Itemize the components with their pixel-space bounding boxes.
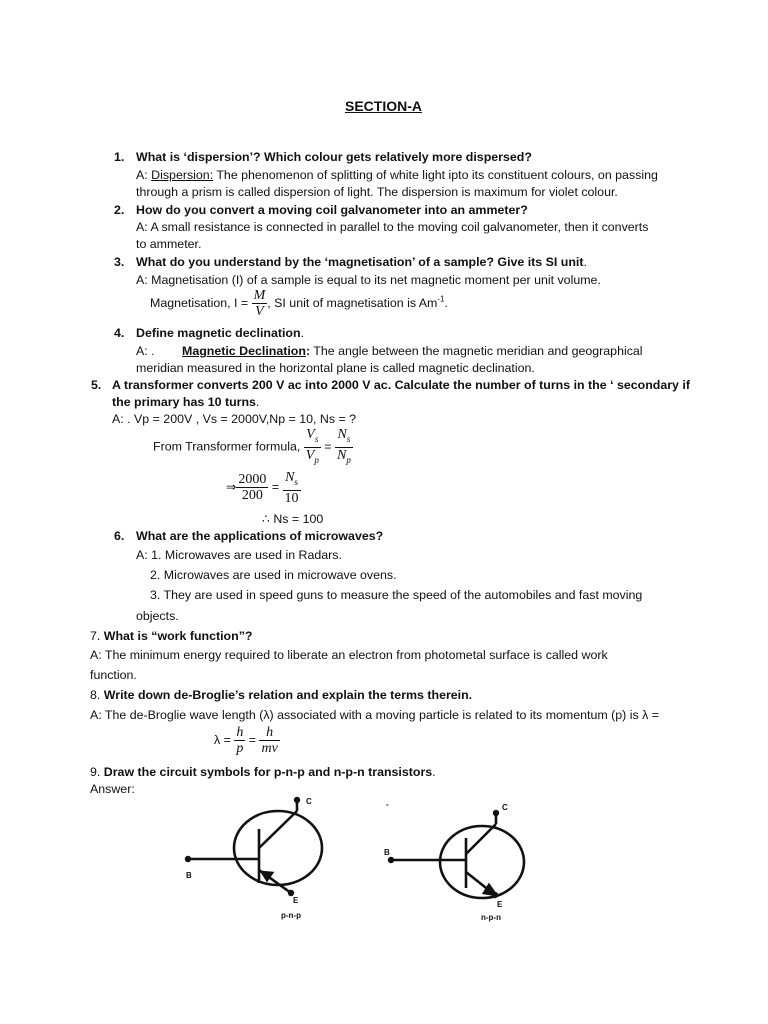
q4-number: 4. xyxy=(114,326,125,340)
fraction-denominator: $N_p$ xyxy=(336,447,351,465)
q5-question-end: . xyxy=(255,395,260,409)
q3-number: 3. xyxy=(114,255,125,269)
formula-lhs: λ = xyxy=(214,732,235,747)
q6-answer-3a: 3. They are used in speed guns to measure the speed of the automobiles and fast moving xyxy=(150,588,643,602)
q3-formula-end: . xyxy=(444,295,448,310)
q6-question: What are the applications of microwaves? xyxy=(136,529,384,543)
q9-question-end: . xyxy=(432,765,436,779)
q9-number: 9. xyxy=(90,765,104,779)
q4-question-end: . xyxy=(300,326,305,340)
pnp-emitter-label: E xyxy=(293,896,299,905)
q4-answer-term: Magnetic Declination xyxy=(182,344,306,358)
q3-formula-prefix: Magnetisation, I = xyxy=(150,295,252,310)
equals: = xyxy=(245,732,260,747)
q4-answer-text: The angle between the magnetic meridian and geographical xyxy=(310,344,643,358)
q3-question-text: What do you understand by the ‘magnetisation’ of a sample? Give its SI unit xyxy=(136,255,584,269)
q4-answer-prefix: A: . xyxy=(136,344,155,358)
fraction-denominator: 10 xyxy=(284,490,299,506)
q4-answer-line2: meridian measured in the horizontal plane is called magnetic declination. xyxy=(136,361,535,375)
q6-answer-2: 2. Microwaves are used in microwave ovens. xyxy=(150,568,397,582)
q5-question-line1: A transformer converts 200 V ac into 2000 V ac. Calculate the number of turns in the ‘ secondary if xyxy=(112,378,690,392)
npn-base-label: B xyxy=(384,848,390,857)
pnp-collector-terminal xyxy=(294,797,300,803)
fraction-denominator: mv xyxy=(261,741,278,756)
q5-number: 5. xyxy=(91,378,102,392)
npn-base-terminal xyxy=(388,857,394,863)
section-title: SECTION-A xyxy=(345,98,422,114)
fraction-denominator: $V_p$ xyxy=(305,447,319,465)
pnp-base-terminal xyxy=(185,856,191,862)
q8-number: 8. xyxy=(90,688,104,702)
fraction-numerator: M xyxy=(253,288,266,303)
pnp-caption: p-n-p xyxy=(281,911,301,920)
q2-number: 2. xyxy=(114,203,125,217)
implies-arrow: ⇒ xyxy=(226,480,237,495)
q4-question-text: Define magnetic declination xyxy=(136,326,301,340)
pnp-collector-label: C xyxy=(306,797,312,806)
q9-question-text: Draw the circuit symbols for p-n-p and n-p-n transistors xyxy=(103,765,433,779)
q1-answer-text: The phenomenon of splitting of white light ipto its constituent colours, on passing xyxy=(213,168,658,182)
q3-answer-line1: A: Magnetisation (I) of a sample is equal to its net magnetic moment per unit volume. xyxy=(136,273,601,287)
fraction-denominator: 200 xyxy=(241,488,263,504)
q5-given: A: . Vp = 200V , Vs = 2000V,Np = 10, Ns = ? xyxy=(112,412,357,426)
q7-question-text: What is “work function”? xyxy=(103,629,253,643)
q6-number: 6. xyxy=(114,529,125,543)
q4-answer-colon: : xyxy=(305,344,311,358)
q3-formula-suffix: , SI unit of magnetisation is Am xyxy=(267,295,438,310)
ns-symbol: N xyxy=(285,470,295,485)
npn-emitter-terminal xyxy=(492,892,498,898)
fraction-numerator: h xyxy=(259,725,279,741)
q1-number: 1. xyxy=(114,150,125,164)
q2-answer-line2: to ammeter. xyxy=(136,237,202,251)
q7-number: 7. xyxy=(90,629,104,643)
npn-collector-label: C xyxy=(502,803,508,812)
q6-answer-3b: objects. xyxy=(136,609,179,623)
npn-emitter-label: E xyxy=(497,900,503,909)
q7-answer-line1: A: The minimum energy required to liberate an electron from photometal surface is called work xyxy=(90,648,608,662)
pnp-transistor-symbol xyxy=(188,800,322,893)
q8-answer-line1: A: The de-Broglie wave length (λ) associated with a moving particle is related to its momentum (p) is λ = xyxy=(90,708,659,722)
q5-formula-label: From Transformer formula, xyxy=(153,439,304,454)
answer-prefix: A: xyxy=(136,168,152,182)
q1-question: What is ‘dispersion’? Which colour gets relatively more dispersed? xyxy=(136,150,532,164)
equals: = xyxy=(320,439,335,454)
q1-answer-line2: through a prism is called dispersion of light. The dispersion is maximum for violet colour. xyxy=(136,185,618,199)
npn-collector-terminal xyxy=(493,810,499,816)
equals: = xyxy=(268,480,283,495)
npn-stray-mark: - xyxy=(386,800,389,809)
q2-question: How do you convert a moving coil galvanometer into an ammeter? xyxy=(136,203,528,217)
q5-result: ∴ Ns = 100 xyxy=(262,512,324,526)
fraction-numerator: 2000 xyxy=(238,472,267,488)
fraction-numerator: $N_s$ xyxy=(283,470,301,491)
q6-answer-1: A: 1. Microwaves are used in Radars. xyxy=(136,548,342,562)
q8-question-text: Write down de-Broglie’s relation and explain the terms therein. xyxy=(103,688,473,702)
fraction-numerator: h xyxy=(236,725,244,740)
q1-answer-term: Dispersion: xyxy=(151,168,214,182)
fraction-denominator: V xyxy=(255,304,264,319)
q9-answer-label: Answer: xyxy=(90,782,135,796)
fraction-denominator: p xyxy=(236,741,244,756)
npn-transistor-symbol xyxy=(391,813,524,898)
pnp-base-label: B xyxy=(186,871,192,880)
q7-answer-line2: function. xyxy=(90,668,137,682)
unit-exponent: -1 xyxy=(437,294,445,304)
fraction-numerator: $N_s$ xyxy=(335,427,353,448)
fraction-numerator: $V_s$ xyxy=(304,427,321,448)
q3-question-end: . xyxy=(583,255,587,269)
q5-question-text: the primary has 10 turns xyxy=(112,395,256,409)
npn-caption: n-p-n xyxy=(481,913,501,922)
q2-answer-line1: A: A small resistance is connected in parallel to the moving coil galvanometer, then it converts xyxy=(136,220,649,234)
